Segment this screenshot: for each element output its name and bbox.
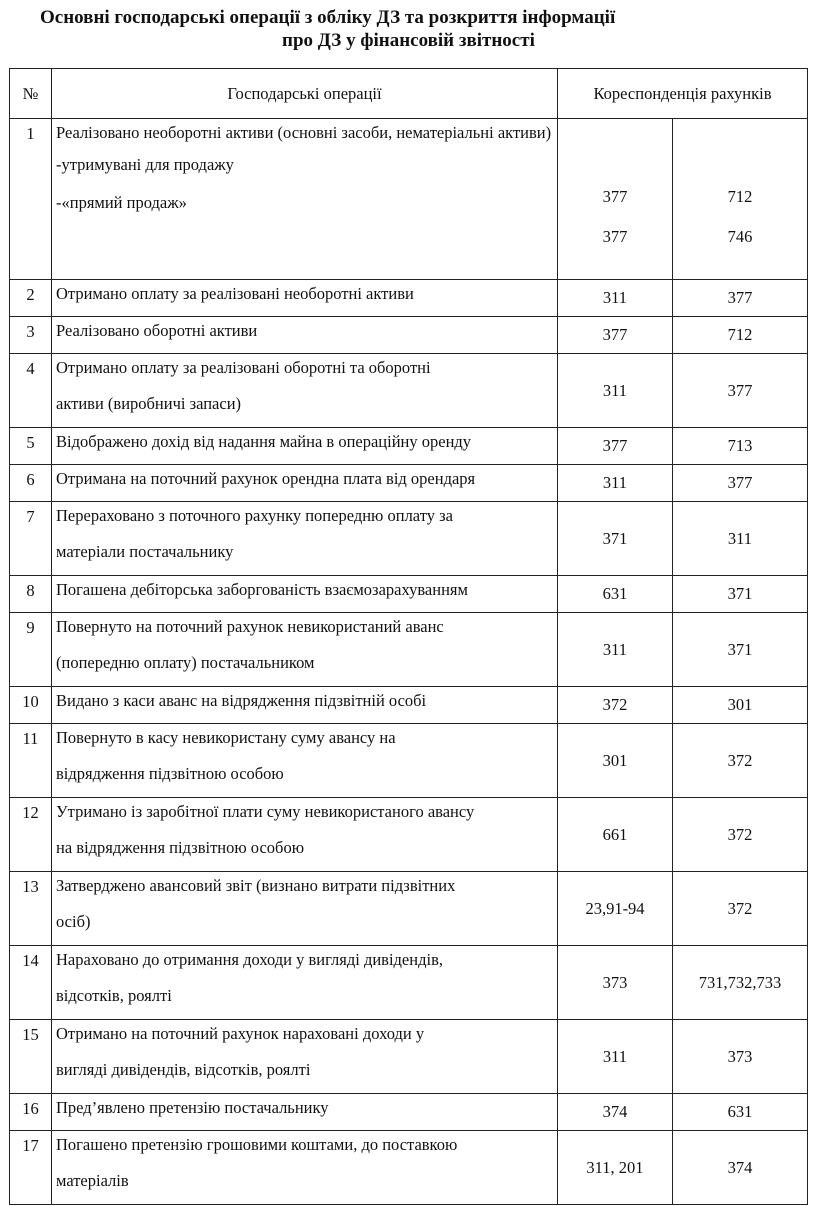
row-operation <box>52 1094 558 1131</box>
row-operation-text: Відображено дохід від надання майна в операційну оренду <box>56 432 472 451</box>
row-operation <box>52 613 558 687</box>
row-credit: 371 <box>673 576 808 613</box>
row-credit: 631 <box>673 1094 808 1131</box>
row-debit: 373 <box>558 946 673 1020</box>
row-num: 4 <box>10 354 52 428</box>
row-credit: 373 <box>673 1020 808 1094</box>
row-num: 16 <box>10 1094 52 1131</box>
row-operation <box>52 576 558 613</box>
row-debit: 311, 201 <box>558 1131 673 1205</box>
row-operation-text-cont: вигляді дивідендів, відсотків, роялті <box>56 1060 311 1079</box>
row-operation-text: Погашена дебіторська заборгованість взаємозарахуванням <box>56 580 468 599</box>
row-operation <box>52 798 558 872</box>
row-debit: 311 <box>558 354 673 428</box>
table-row <box>10 724 808 798</box>
header-num: № <box>10 69 52 119</box>
row-credit: 372 <box>673 724 808 798</box>
table-row <box>10 354 808 428</box>
row-operation-text-cont: матеріали постачальнику <box>56 542 234 561</box>
table-row <box>10 946 808 1020</box>
row-debit: 311 <box>558 465 673 502</box>
title-line-2: про ДЗ у фінансовій звітності <box>282 30 535 51</box>
table-row <box>10 280 808 317</box>
row-debit <box>558 119 673 280</box>
header-operation: Господарські операції <box>52 69 558 119</box>
table-header-row <box>10 69 808 119</box>
row-num: 6 <box>10 465 52 502</box>
row-debit: 311 <box>558 1020 673 1094</box>
row-operation-text-cont: відсотків, роялті <box>56 986 172 1005</box>
row-credit: 301 <box>673 687 808 724</box>
row-operation <box>52 687 558 724</box>
row-credit <box>673 119 808 280</box>
table-row <box>10 465 808 502</box>
table-row <box>10 613 808 687</box>
debit-value: 377 <box>602 187 628 206</box>
row-credit: 372 <box>673 798 808 872</box>
credit-value: 712 <box>727 187 753 206</box>
row-operation <box>52 872 558 946</box>
row-operation-text: Затверджено авансовий звіт (визнано витрати підзвітних <box>56 876 456 895</box>
row-operation <box>52 502 558 576</box>
row-credit: 731,732,733 <box>673 946 808 1020</box>
header-correspondence: Кореспонденція рахунків <box>558 69 808 119</box>
row-num: 15 <box>10 1020 52 1094</box>
row-debit: 311 <box>558 280 673 317</box>
row-operation-text: Отримана на поточний рахунок орендна плата від орендаря <box>56 469 476 488</box>
table-row <box>10 1131 808 1205</box>
table-row <box>10 687 808 724</box>
row-num: 11 <box>10 724 52 798</box>
row-credit: 372 <box>673 872 808 946</box>
row-operation <box>52 354 558 428</box>
credit-value: 746 <box>727 227 753 246</box>
row-operation-text: Реалізовано необоротні активи (основні засоби, нематеріальні активи) <box>56 123 552 142</box>
row-debit: 311 <box>558 613 673 687</box>
row-operation-text: Повернуто на поточний рахунок невикористаний аванс <box>56 617 444 636</box>
operations-table <box>9 68 808 1205</box>
table-row <box>10 428 808 465</box>
table-row <box>10 1020 808 1094</box>
table-row <box>10 872 808 946</box>
row-operation <box>52 280 558 317</box>
row-operation-sub-1: -утримувані для продажу <box>56 155 234 174</box>
row-operation-text: Отримано оплату за реалізовані оборотні та оборотні <box>56 358 431 377</box>
row-num: 8 <box>10 576 52 613</box>
row-credit: 712 <box>673 317 808 354</box>
row-debit: 374 <box>558 1094 673 1131</box>
row-num: 17 <box>10 1131 52 1205</box>
row-debit: 372 <box>558 687 673 724</box>
row-num: 12 <box>10 798 52 872</box>
row-operation-text-cont: осіб) <box>56 912 91 931</box>
row-operation <box>52 465 558 502</box>
row-operation <box>52 317 558 354</box>
row-operation-text: Нараховано до отримання доходи у вигляді дивідендів, <box>56 950 443 969</box>
table-row <box>10 1094 808 1131</box>
row-operation-text: Отримано на поточний рахунок нараховані доходи у <box>56 1024 425 1043</box>
row-credit: 311 <box>673 502 808 576</box>
row-operation-text: Утримано із заробітної плати суму невикористаного авансу <box>56 802 475 821</box>
row-operation-text-cont: (попередню оплату) постачальником <box>56 653 315 672</box>
row-operation-text: Реалізовано оборотні активи <box>56 321 258 340</box>
row-operation <box>52 119 558 280</box>
row-debit: 377 <box>558 317 673 354</box>
table-row <box>10 317 808 354</box>
row-debit: 661 <box>558 798 673 872</box>
row-debit: 23,91-94 <box>558 872 673 946</box>
row-operation <box>52 724 558 798</box>
row-num: 10 <box>10 687 52 724</box>
row-credit: 377 <box>673 280 808 317</box>
table-row <box>10 119 808 280</box>
row-credit: 377 <box>673 354 808 428</box>
row-credit: 713 <box>673 428 808 465</box>
row-debit: 301 <box>558 724 673 798</box>
title-line-1: Основні господарські операції з обліку ДЗ та розкриття інформації <box>40 7 616 28</box>
row-operation-text-cont: відрядження підзвітною особою <box>56 764 284 783</box>
row-operation-sub-2: -«прямий продаж» <box>56 193 187 212</box>
row-debit: 377 <box>558 428 673 465</box>
row-num: 7 <box>10 502 52 576</box>
row-num: 3 <box>10 317 52 354</box>
table-row <box>10 576 808 613</box>
debit-value: 377 <box>602 227 628 246</box>
row-operation-text: Повернуто в касу невикористану суму авансу на <box>56 728 396 747</box>
row-operation-text-cont: активи (виробничі запаси) <box>56 394 242 413</box>
row-operation <box>52 946 558 1020</box>
row-operation <box>52 1020 558 1094</box>
table-row <box>10 502 808 576</box>
row-operation-text-cont: матеріалів <box>56 1171 129 1190</box>
row-operation-text: Отримано оплату за реалізовані необоротні активи <box>56 284 414 303</box>
row-operation <box>52 428 558 465</box>
row-num: 2 <box>10 280 52 317</box>
row-operation <box>52 1131 558 1205</box>
row-operation-text-cont: на відрядження підзвітною особою <box>56 838 305 857</box>
row-credit: 374 <box>673 1131 808 1205</box>
row-operation-text: Перераховано з поточного рахунку попередню оплату за <box>56 506 453 525</box>
row-num: 9 <box>10 613 52 687</box>
row-num: 1 <box>10 119 52 280</box>
row-num: 14 <box>10 946 52 1020</box>
row-num: 5 <box>10 428 52 465</box>
row-credit: 377 <box>673 465 808 502</box>
row-credit: 371 <box>673 613 808 687</box>
row-operation-text: Видано з каси аванс на відрядження підзвітній особі <box>56 691 427 710</box>
row-debit: 631 <box>558 576 673 613</box>
row-operation-text: Погашено претензію грошовими коштами, до поставкою <box>56 1135 458 1154</box>
row-debit: 371 <box>558 502 673 576</box>
table-row <box>10 798 808 872</box>
row-operation-text: Пред’явлено претензію постачальнику <box>56 1098 329 1117</box>
row-num: 13 <box>10 872 52 946</box>
